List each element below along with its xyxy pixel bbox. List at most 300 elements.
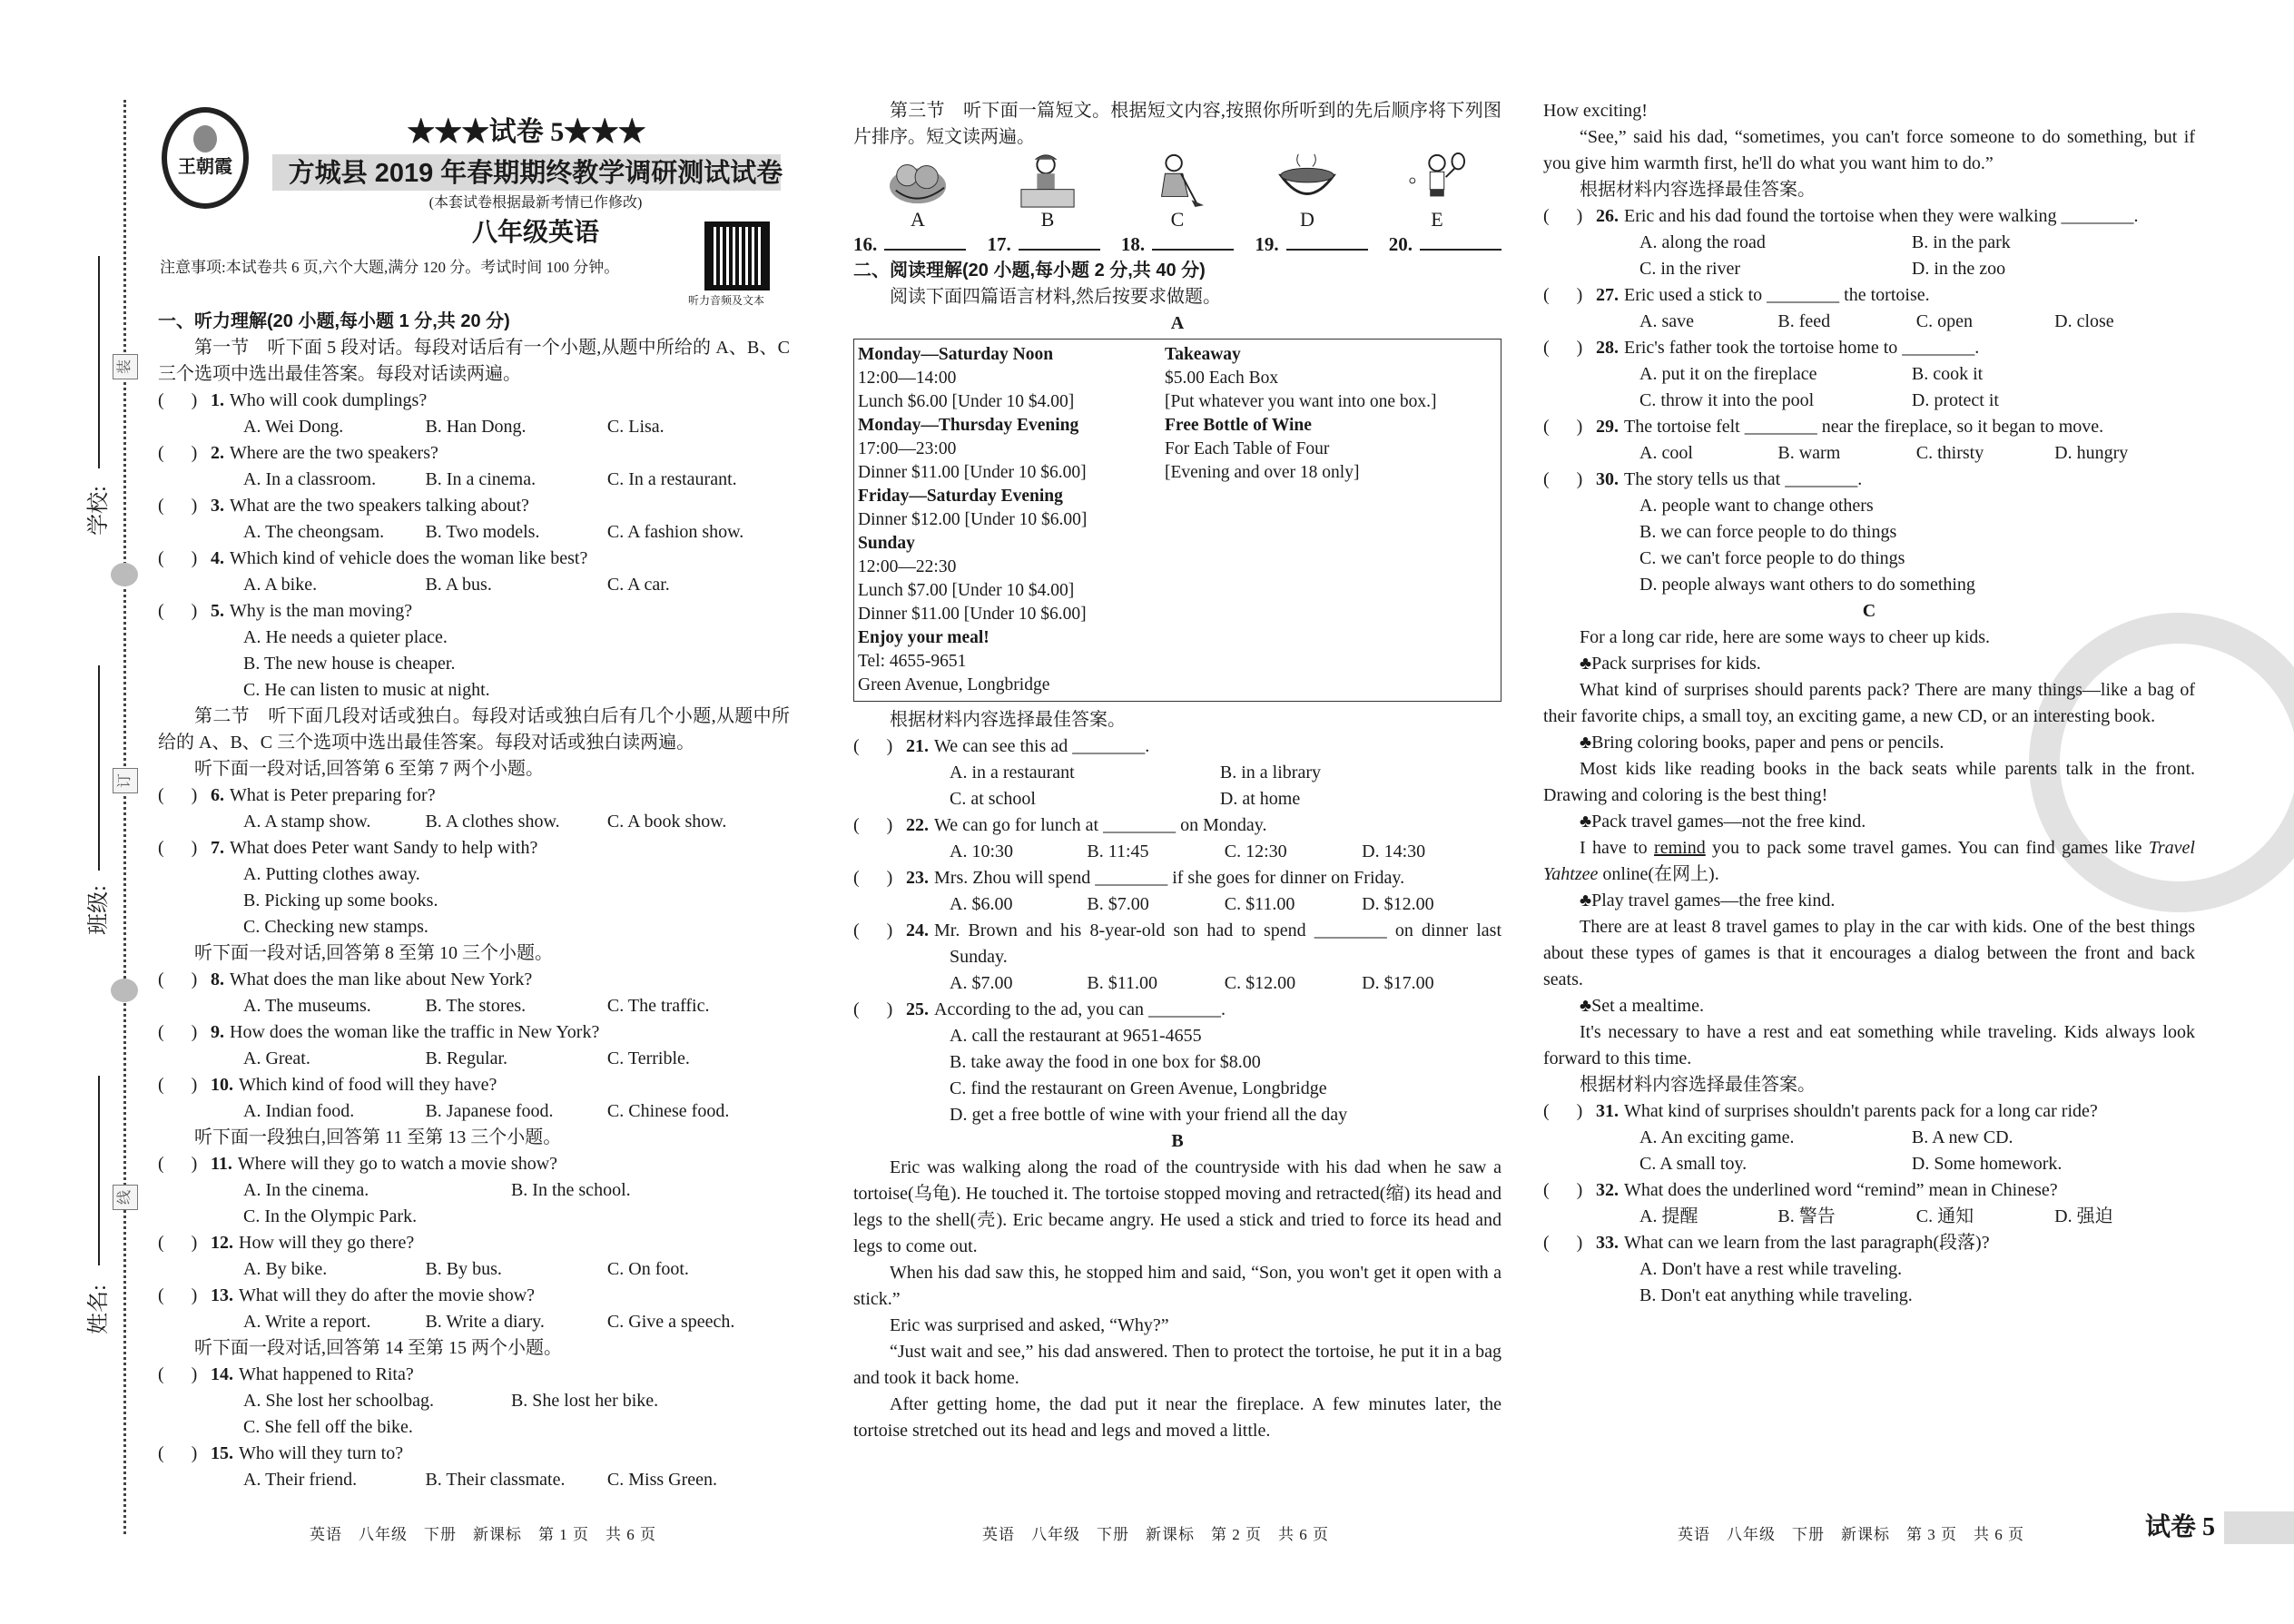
- question-text: Why is the man moving?: [230, 601, 413, 621]
- question-number: 7.: [211, 838, 224, 858]
- question-number: 27.: [1596, 285, 1619, 305]
- option-b[interactable]: B. Picking up some books.: [243, 891, 438, 910]
- logo-text: 王朝霞: [178, 155, 232, 177]
- answer-blank[interactable]: ( ): [158, 1364, 198, 1384]
- option-c[interactable]: C. $11.00: [1224, 894, 1295, 914]
- ad-line: Dinner $12.00 [Under 10 $6.00]: [858, 510, 1088, 529]
- option-d[interactable]: D. hungry: [2054, 443, 2129, 463]
- ad-line: Dinner $11.00 [Under 10 $6.00]: [858, 463, 1087, 482]
- question-stem: [158, 1019, 790, 1046]
- corner-tag: [2136, 1511, 2294, 1544]
- answer-blank[interactable]: ( ): [158, 390, 198, 410]
- option-c[interactable]: C. $12.00: [1224, 973, 1296, 993]
- question-number: 33.: [1596, 1233, 1619, 1253]
- question-number: 5.: [211, 601, 224, 621]
- option-b[interactable]: B. we can force people to do things: [1639, 522, 1897, 542]
- question-number: 14.: [211, 1364, 233, 1384]
- option-c[interactable]: C. In the Olympic Park.: [243, 1206, 418, 1226]
- question-number: 1.: [211, 390, 224, 410]
- option-c[interactable]: C. On foot.: [606, 1259, 689, 1279]
- answer-blank[interactable]: ( ): [158, 1154, 198, 1174]
- option-a[interactable]: A. The cheongsam.: [243, 522, 385, 542]
- answer-blank[interactable]: ( ): [158, 1022, 198, 1042]
- blank-item: [1255, 231, 1367, 258]
- answer-blanks: [853, 231, 1501, 258]
- option-b[interactable]: B. feed: [1777, 311, 1831, 331]
- options: [158, 572, 790, 598]
- ad-line: For Each Table of Four: [1165, 439, 1330, 458]
- paragraph: For a long car ride, here are some ways to cheer up kids.: [1580, 627, 1991, 647]
- blank-item: [987, 231, 1099, 258]
- qr-code-icon[interactable]: [704, 221, 770, 290]
- question-stem: [158, 835, 790, 861]
- options: [1543, 361, 2195, 414]
- options: [158, 861, 790, 940]
- class-input-line[interactable]: [98, 665, 100, 871]
- answer-blank[interactable]: ( ): [158, 1285, 198, 1305]
- answer-blank[interactable]: ( ): [1543, 338, 1583, 358]
- paragraph: 听下面一段独白,回答第 11 至第 13 三个小题。: [194, 1127, 562, 1147]
- text-run: I have to: [1580, 838, 1655, 858]
- question-stem: [1543, 282, 2195, 309]
- ad-line: Tel: 4655-9651: [858, 652, 967, 671]
- bind-mark-xian: 线: [113, 1185, 138, 1210]
- paragraph: 听下面一段对话,回答第 8 至第 10 三个小题。: [194, 943, 553, 963]
- option-a[interactable]: A. She lost her schoolbag.: [243, 1391, 434, 1411]
- paragraph: 根据材料内容选择最佳答案。: [1580, 180, 1816, 200]
- italic-title: Travel Yahtzee: [1543, 838, 2195, 884]
- options: [158, 625, 790, 704]
- question-stem: [158, 967, 790, 993]
- option-d[interactable]: D. Some homework.: [1911, 1154, 2063, 1174]
- question-text: Eric's father took the tortoise home to ________.: [1624, 338, 1980, 358]
- passage-label: A: [1170, 313, 1185, 333]
- option-a[interactable]: A. The museums.: [243, 996, 371, 1016]
- options: [1543, 440, 2195, 467]
- ad-line: [Put whatever you want into one box.]: [1165, 392, 1437, 411]
- answer-blank[interactable]: ( ): [158, 1233, 198, 1253]
- ad-line: Free Bottle of Wine: [1165, 416, 1312, 435]
- paragraph: How exciting!: [1543, 101, 1648, 121]
- text-run: online(在网上).: [1598, 864, 1719, 884]
- question-number: 25.: [906, 999, 929, 1019]
- option-d[interactable]: D. 强迫: [2054, 1206, 2113, 1226]
- option-a[interactable]: A. call the restaurant at 9651-4655: [950, 1026, 1202, 1046]
- option-c[interactable]: C. in the river: [1639, 259, 1741, 279]
- question-stem: [1543, 1177, 2195, 1204]
- option-c[interactable]: C. In a restaurant.: [606, 469, 737, 489]
- question-text: Mrs. Zhou will spend ________ if she goes for dinner on Friday.: [934, 868, 1405, 888]
- question-28: [1543, 335, 2195, 414]
- question-13: [158, 1283, 790, 1335]
- option-b[interactable]: B. In a cinema.: [425, 469, 537, 489]
- question-text: Eric used a stick to ________ the tortoise.: [1624, 285, 1930, 305]
- ad-line: Green Avenue, Longbridge: [858, 675, 1050, 694]
- underlined-word: remind: [1654, 838, 1706, 858]
- question-text: What kind of surprises shouldn't parents pack for a long car ride?: [1624, 1101, 2098, 1121]
- name-input-line[interactable]: [98, 1076, 100, 1265]
- option-a[interactable]: A. A stamp show.: [243, 812, 371, 832]
- option-b[interactable]: B. Regular.: [425, 1048, 507, 1068]
- answer-blank[interactable]: ( ): [158, 838, 198, 858]
- option-b[interactable]: B. take away the food in one box for $8.00: [950, 1052, 1261, 1072]
- question-number: 12.: [211, 1233, 233, 1253]
- option-a[interactable]: A. cool: [1639, 443, 1693, 463]
- option-a[interactable]: A. put it on the fireplace: [1639, 364, 1817, 384]
- option-b[interactable]: B. By bus.: [425, 1259, 502, 1279]
- option-c[interactable]: C. A small toy.: [1639, 1154, 1748, 1174]
- question-stem: [158, 1230, 790, 1256]
- question-stem: [158, 546, 790, 572]
- qr-caption: 听力音频及文本: [688, 294, 765, 307]
- options: [158, 993, 790, 1019]
- option-b[interactable]: B. cook it: [1911, 364, 1984, 384]
- question-9: [158, 1019, 790, 1072]
- paragraph: 第一节 听下面 5 段对话。每段对话后有一个小题,从题中所给的 A、B、C 三个选项中选出最佳答案。每段对话读两遍。: [158, 338, 790, 384]
- option-d[interactable]: D. $17.00: [1362, 973, 1434, 993]
- option-c[interactable]: C. Give a speech.: [606, 1312, 735, 1332]
- question-12: [158, 1230, 790, 1283]
- option-a[interactable]: A. Write a report.: [243, 1312, 371, 1332]
- option-c[interactable]: C. He can listen to music at night.: [243, 680, 490, 700]
- paragraph: ♣Play travel games—the free kind.: [1580, 891, 1836, 910]
- option-d[interactable]: D. in the zoo: [1911, 259, 2006, 279]
- question-stem: [158, 598, 790, 625]
- picture-label: E: [1431, 208, 1443, 231]
- question-1: [158, 388, 790, 440]
- options: [158, 1388, 790, 1441]
- column-page-2: [853, 98, 1501, 1444]
- picture-label: B: [1040, 208, 1055, 231]
- ad-line: Lunch $6.00 [Under 10 $4.00]: [858, 392, 1075, 411]
- answer-blank[interactable]: ( ): [853, 868, 893, 888]
- option-a[interactable]: A. Indian food.: [243, 1101, 355, 1121]
- option-c[interactable]: C. She fell off the bike.: [243, 1417, 413, 1437]
- answer-blank[interactable]: ( ): [158, 443, 198, 463]
- question-32: [1543, 1177, 2195, 1230]
- question-2: [158, 440, 790, 493]
- option-b[interactable]: B. A new CD.: [1911, 1127, 2013, 1147]
- question-stem: [1543, 414, 2195, 440]
- answer-blank[interactable]: ( ): [158, 969, 198, 989]
- question-23: [853, 865, 1501, 918]
- option-b[interactable]: B. Han Dong.: [425, 417, 527, 437]
- option-d[interactable]: D. protect it: [1911, 390, 1999, 410]
- question-text: What happened to Rita?: [239, 1364, 414, 1384]
- option-d[interactable]: D. at home: [1219, 789, 1301, 809]
- question-text: Eric and his dad found the tortoise when they were walking ________.: [1624, 206, 2139, 226]
- paragraph: 听下面一段对话,回答第 6 至第 7 两个小题。: [194, 759, 544, 779]
- question-text: How does the woman like the traffic in New York?: [230, 1022, 600, 1042]
- option-b[interactable]: B. $11.00: [1087, 973, 1157, 993]
- blank-input[interactable]: [1019, 234, 1100, 251]
- question-stem: [853, 812, 1501, 839]
- answer-blank[interactable]: ( ): [1543, 469, 1583, 489]
- paragraph: It's necessary to have a rest and eat something while traveling. Kids always look forward to this time.: [1543, 1022, 2195, 1068]
- options: [158, 1098, 790, 1125]
- question-8: [158, 967, 790, 1019]
- options: [1543, 230, 2195, 282]
- option-a[interactable]: A. Their friend.: [243, 1470, 358, 1490]
- options: [158, 519, 790, 546]
- answer-blank[interactable]: ( ): [1543, 1180, 1583, 1200]
- paragraph: What kind of surprises should parents pack? There are many things—like a bag of their favorite chips, a small toy, an exciting game, a new CD, or an interesting book.: [1543, 680, 2195, 726]
- answer-blank[interactable]: ( ): [158, 1075, 198, 1095]
- girl-tennis-icon: [1387, 151, 1487, 209]
- blank-input[interactable]: [884, 234, 966, 251]
- answer-blank[interactable]: ( ): [158, 1443, 198, 1463]
- option-c[interactable]: C. Chinese food.: [606, 1101, 730, 1121]
- options: [853, 970, 1501, 997]
- option-b[interactable]: B. Japanese food.: [425, 1101, 554, 1121]
- question-33: [1543, 1230, 2195, 1309]
- paragraph: Most kids like reading books in the back seats while parents talk in the front. Drawing and coloring is the best thing!: [1543, 759, 2195, 805]
- option-c[interactable]: C. Terrible.: [606, 1048, 690, 1068]
- answer-blank[interactable]: ( ): [853, 999, 893, 1019]
- option-d[interactable]: D. get a free bottle of wine with your friend all the day: [950, 1105, 1348, 1125]
- option-c[interactable]: C. 12:30: [1224, 842, 1287, 861]
- blank-number: 18.: [1120, 233, 1146, 255]
- question-number: 23.: [906, 868, 929, 888]
- picture-d: [1257, 151, 1357, 231]
- option-b[interactable]: B. The new house is cheaper.: [243, 654, 456, 674]
- option-b[interactable]: B. In the school.: [510, 1180, 631, 1200]
- option-a[interactable]: A. An exciting game.: [1639, 1127, 1795, 1147]
- option-b[interactable]: B. warm: [1777, 443, 1841, 463]
- exam-title: 方城县 2019 年春期期终教学调研测试试卷: [288, 159, 783, 188]
- answer-blank[interactable]: ( ): [853, 920, 893, 940]
- option-a[interactable]: A. 提醒: [1639, 1206, 1698, 1226]
- question-stem: [853, 997, 1501, 1023]
- footer-page-1: 英语 八年级 下册 新课标 第 1 页 共 6 页: [310, 1526, 656, 1543]
- footer-page-2: 英语 八年级 下册 新课标 第 2 页 共 6 页: [982, 1526, 1329, 1543]
- paragraph: ♣Pack surprises for kids.: [1580, 654, 1761, 674]
- notice-text: 注意事项:本试卷共 6 页,六个大题,满分 120 分。考试时间 100 分钟。: [160, 259, 620, 276]
- picture-label: A: [911, 208, 925, 231]
- picture-row: [853, 151, 1501, 231]
- option-b[interactable]: B. Their classmate.: [425, 1470, 566, 1490]
- answer-blank[interactable]: ( ): [158, 785, 198, 805]
- option-c[interactable]: C. find the restaurant on Green Avenue, Longbridge: [950, 1078, 1327, 1098]
- options: [853, 760, 1501, 812]
- class-label: 班级:: [86, 885, 111, 935]
- passage-label: C: [1862, 601, 1876, 621]
- option-d[interactable]: D. $12.00: [1362, 894, 1434, 914]
- question-14: [158, 1362, 790, 1441]
- answer-blank[interactable]: ( ): [1543, 1233, 1583, 1253]
- blank-input[interactable]: [1286, 234, 1368, 251]
- paragraph: “See,” said his dad, “sometimes, you can't force someone to do something, but if you give him warmth first, he'll do what you want him to do.”: [1543, 127, 2195, 173]
- answer-blank[interactable]: ( ): [1543, 285, 1583, 305]
- school-label: 学校:: [86, 486, 111, 536]
- answer-blank[interactable]: ( ): [158, 496, 198, 516]
- question-25: [853, 997, 1501, 1128]
- question-stem: [158, 1441, 790, 1467]
- option-a[interactable]: A. He needs a quieter place.: [243, 627, 448, 647]
- question-stem: [158, 782, 790, 809]
- paragraph: Eric was surprised and asked, “Why?”: [890, 1315, 1169, 1335]
- question-text: We can go for lunch at ________ on Monday.: [934, 815, 1267, 835]
- option-b[interactable]: B. $7.00: [1087, 894, 1149, 914]
- question-31: [1543, 1098, 2195, 1177]
- question-stem: [853, 865, 1501, 891]
- question-stem: [158, 1362, 790, 1388]
- picture-e: [1387, 151, 1487, 231]
- option-c[interactable]: C. Lisa.: [606, 417, 665, 437]
- answer-blank[interactable]: ( ): [158, 601, 198, 621]
- answer-blank[interactable]: ( ): [1543, 206, 1583, 226]
- option-b[interactable]: B. Two models.: [425, 522, 540, 542]
- paragraph: There are at least 8 travel games to play in the car with kids. One of the best things about these types of games is that it encourages a dialog between the front and back seats.: [1543, 917, 2195, 989]
- option-a[interactable]: A. Putting clothes away.: [243, 864, 420, 884]
- option-c[interactable]: C. A car.: [606, 575, 670, 595]
- fruit-basket-icon: [868, 151, 968, 209]
- option-c[interactable]: C. A book show.: [606, 812, 727, 832]
- option-c[interactable]: C. The traffic.: [606, 996, 710, 1016]
- option-b[interactable]: B. A bus.: [425, 575, 492, 595]
- option-a[interactable]: A. By bike.: [243, 1259, 328, 1279]
- question-stem: [1543, 335, 2195, 361]
- question-number: 24.: [906, 920, 929, 940]
- answer-blank[interactable]: ( ): [1543, 417, 1583, 437]
- question-text: Where will they go to watch a movie show?: [237, 1154, 558, 1174]
- question-29: [1543, 414, 2195, 467]
- option-a[interactable]: A. people want to change others: [1639, 496, 1874, 516]
- ad-line: $5.00 Each Box: [1165, 369, 1279, 388]
- question-21: [853, 733, 1501, 812]
- blank-input[interactable]: [1152, 234, 1234, 251]
- option-a[interactable]: A. In a classroom.: [243, 469, 377, 489]
- paragraph: [1543, 835, 2195, 888]
- question-stem: [1543, 467, 2195, 493]
- question-text: Who will they turn to?: [239, 1443, 404, 1463]
- option-a[interactable]: A. Don't have a rest while traveling.: [1639, 1259, 1903, 1279]
- margin-seal-icon: [111, 979, 138, 1002]
- ad-column-right: [1165, 343, 1436, 697]
- option-a[interactable]: A. save: [1639, 311, 1694, 331]
- options: [1543, 1256, 2195, 1309]
- question-number: 3.: [211, 496, 224, 516]
- options: [158, 1467, 790, 1493]
- question-text: What does the underlined word “remind” mean in Chinese?: [1624, 1180, 2058, 1200]
- ad-line: Lunch $7.00 [Under 10 $4.00]: [858, 581, 1075, 600]
- option-c[interactable]: C. Miss Green.: [606, 1470, 718, 1490]
- question-22: [853, 812, 1501, 865]
- options: [158, 1046, 790, 1072]
- option-d[interactable]: D. close: [2054, 311, 2114, 331]
- answer-blank[interactable]: ( ): [158, 548, 198, 568]
- blank-number: 16.: [853, 233, 878, 255]
- options: [1543, 1125, 2195, 1177]
- option-c[interactable]: C. 通知: [1915, 1206, 1974, 1226]
- blank-input[interactable]: [1420, 234, 1501, 251]
- option-d[interactable]: D. 14:30: [1362, 842, 1426, 861]
- brand-logo: [162, 107, 249, 209]
- blank-item: [1121, 231, 1234, 258]
- question-stem: [158, 1283, 790, 1309]
- option-b[interactable]: B. 11:45: [1087, 842, 1149, 861]
- option-a[interactable]: A. in a restaurant: [950, 763, 1075, 782]
- picture-label: D: [1300, 208, 1314, 231]
- question-24: [853, 918, 1501, 997]
- option-a[interactable]: A. $7.00: [950, 973, 1013, 993]
- option-b[interactable]: B. in a library: [1219, 763, 1321, 782]
- question-number: 10.: [211, 1075, 233, 1095]
- question-text: What can we learn from the last paragraph(段落)?: [1624, 1233, 1990, 1253]
- option-b[interactable]: B. She lost her bike.: [510, 1391, 659, 1411]
- question-text: Mr. Brown and his 8-year-old son had to spend ________ on dinner last Sunday.: [934, 920, 1501, 967]
- paragraph: 根据材料内容选择最佳答案。: [890, 710, 1126, 730]
- blank-item: [1389, 231, 1501, 258]
- options: [158, 467, 790, 493]
- paragraph: “Just wait and see,” his dad answered. Then to protect the tortoise, he put it in a bag and took it back home.: [853, 1342, 1501, 1388]
- option-a[interactable]: A. 10:30: [950, 842, 1013, 861]
- question-stem: [853, 918, 1501, 970]
- option-b[interactable]: B. Don't eat anything while traveling.: [1639, 1285, 1913, 1305]
- answer-blank[interactable]: ( ): [853, 815, 893, 835]
- section-heading: 一、听力理解(20 小题,每小题 1 分,共 20 分): [158, 311, 510, 331]
- answer-blank[interactable]: ( ): [853, 736, 893, 756]
- blank-number: 19.: [1255, 233, 1279, 255]
- option-a[interactable]: A. Wei Dong.: [243, 417, 344, 437]
- option-c[interactable]: C. thirsty: [1915, 443, 1984, 463]
- options: [853, 891, 1501, 918]
- question-number: 21.: [906, 736, 929, 756]
- question-number: 29.: [1596, 417, 1619, 437]
- option-b[interactable]: B. in the park: [1911, 232, 2011, 252]
- passage-label: B: [1171, 1131, 1184, 1151]
- options: [1543, 1204, 2195, 1230]
- option-b[interactable]: B. A clothes show.: [425, 812, 560, 832]
- option-b[interactable]: B. The stores.: [425, 996, 527, 1016]
- paragraph: 第三节 听下面一篇短文。根据短文内容,按照你所听到的先后顺序将下列图片排序。短文读两遍。: [853, 101, 1501, 147]
- option-b[interactable]: B. 警告: [1777, 1206, 1836, 1226]
- corner-tag-label: 试卷 5: [2136, 1511, 2224, 1544]
- option-a[interactable]: A. In the cinema.: [243, 1180, 369, 1200]
- options: [158, 1256, 790, 1283]
- bind-mark-zhuang: 装: [113, 354, 138, 379]
- question-text: The story tells us that ________.: [1624, 469, 1863, 489]
- option-c[interactable]: C. A fashion show.: [606, 522, 744, 542]
- question-4: [158, 546, 790, 598]
- question-number: 32.: [1596, 1180, 1619, 1200]
- option-c[interactable]: C. at school: [950, 789, 1036, 809]
- column-page-3: [1543, 98, 2195, 1309]
- exam-subtitle: (本套试卷根据最新考情已作修改): [428, 195, 643, 211]
- option-a[interactable]: A. A bike.: [243, 575, 318, 595]
- question-15: [158, 1441, 790, 1493]
- option-c[interactable]: C. we can't force people to do things: [1639, 548, 1905, 568]
- option-a[interactable]: A. $6.00: [950, 894, 1013, 914]
- option-c[interactable]: C. open: [1915, 311, 1973, 331]
- answer-blank[interactable]: ( ): [1543, 1101, 1583, 1121]
- option-c[interactable]: C. Checking new stamps.: [243, 917, 428, 937]
- picture-c: [1127, 151, 1227, 231]
- girl-sweeping-icon: [1127, 151, 1227, 209]
- section-heading: 二、阅读理解(20 小题,每小题 2 分,共 40 分): [853, 261, 1206, 281]
- ad-line: [Evening and over 18 only]: [1165, 463, 1360, 482]
- blank-number: 17.: [987, 233, 1011, 255]
- question-text: What does the man like about New York?: [230, 969, 533, 989]
- option-a[interactable]: A. along the road: [1639, 232, 1766, 252]
- paragraph: 听下面一段对话,回答第 14 至第 15 两个小题。: [194, 1338, 562, 1358]
- option-a[interactable]: A. Great.: [243, 1048, 310, 1068]
- question-7: [158, 835, 790, 940]
- option-b[interactable]: B. Write a diary.: [425, 1312, 545, 1332]
- option-d[interactable]: D. people always want others to do something: [1639, 575, 1975, 595]
- question-text: The tortoise felt ________ near the fireplace, so it began to move.: [1624, 417, 2104, 437]
- option-c[interactable]: C. throw it into the pool: [1639, 390, 1815, 410]
